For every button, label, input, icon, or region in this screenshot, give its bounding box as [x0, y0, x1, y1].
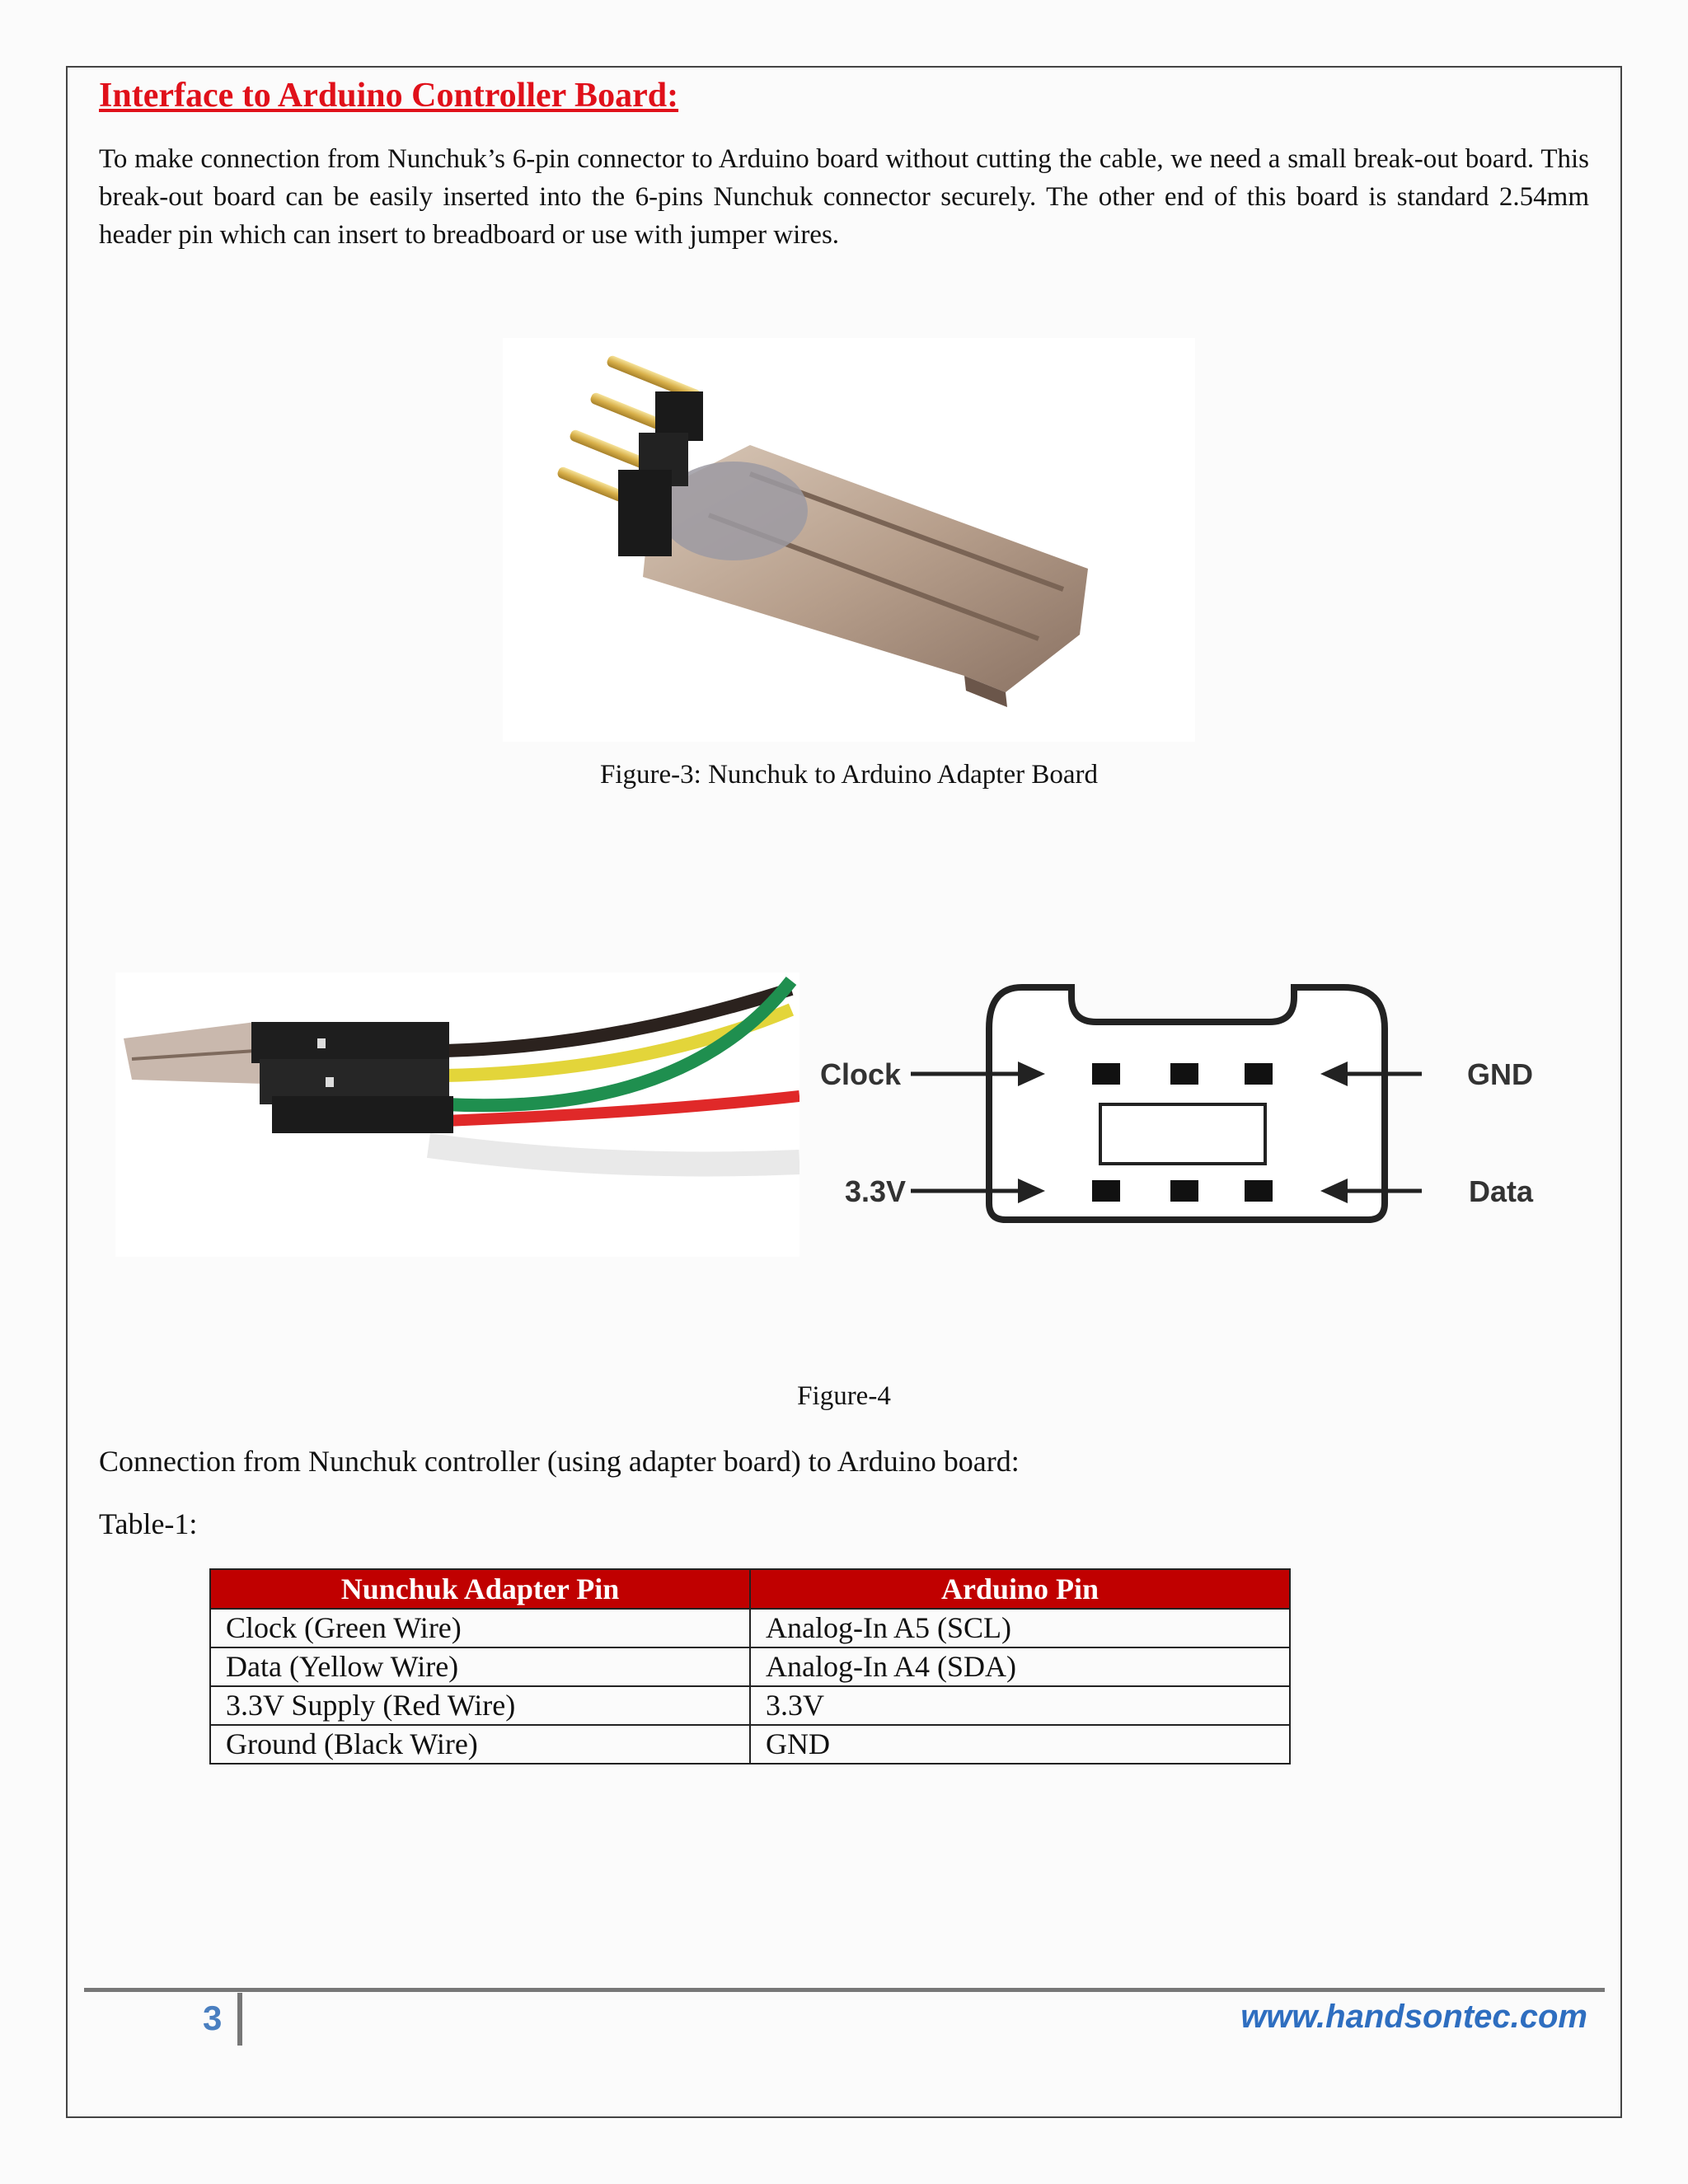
- table-row: [210, 1647, 1290, 1686]
- table-header-cell: Nunchuk Adapter Pin: [210, 1569, 750, 1609]
- footer-rule: [84, 1988, 1605, 1992]
- page-number: 3: [203, 1999, 223, 2037]
- table-cell: Analog-In A5 (SCL): [750, 1609, 1290, 1647]
- table-header-cell: Arduino Pin: [750, 1569, 1290, 1609]
- label-gnd: GND: [1467, 1057, 1533, 1091]
- figure4-caption: Figure-4: [797, 1381, 891, 1411]
- figure3-caption: Figure-3: Nunchuk to Arduino Adapter Board: [600, 760, 1098, 790]
- table-cell: GND: [750, 1725, 1290, 1764]
- pin-3v3: [1092, 1180, 1120, 1202]
- label-clock: Clock: [820, 1057, 902, 1091]
- table-header-row: [210, 1569, 1290, 1609]
- website-link[interactable]: www.handsontec.com: [1240, 1999, 1587, 2035]
- label-data: Data: [1469, 1174, 1534, 1208]
- connector-center-slot: [1100, 1104, 1265, 1164]
- table-row: [210, 1686, 1290, 1725]
- adapter-wires-photo: [115, 972, 799, 1257]
- nunchuk-pinout-diagram: [808, 964, 1558, 1249]
- table-cell: Data (Yellow Wire): [210, 1647, 750, 1686]
- table-cell: 3.3V: [750, 1686, 1290, 1725]
- table-cell: Ground (Black Wire): [210, 1725, 750, 1764]
- section-heading: Interface to Arduino Controller Board:: [99, 77, 679, 115]
- adapter-board-photo: [503, 338, 1195, 742]
- intro-paragraph: To make connection from Nunchuk’s 6-pin connector to Arduino board without cutting the cable, we need a small break-out board. This break-out board can be easily inserted into the 6-pins Nunchuk connector securely. The other end of this board is standard 2.54mm header pin which can insert to breadboard or use with jumper wires.: [99, 144, 1589, 250]
- pin-mapping-table: [209, 1568, 1291, 1765]
- label-3v3: 3.3V: [845, 1174, 907, 1208]
- table-cell: 3.3V Supply (Red Wire): [210, 1686, 750, 1725]
- table-cell: Analog-In A4 (SDA): [750, 1647, 1290, 1686]
- table-label: Table-1:: [99, 1507, 198, 1540]
- pin-bottom-middle: [1170, 1180, 1198, 1202]
- table-row: [210, 1725, 1290, 1764]
- pin-top-middle: [1170, 1063, 1198, 1085]
- connection-paragraph: Connection from Nunchuk controller (using adapter board) to Arduino board:: [99, 1445, 1020, 1478]
- pin-clock: [1092, 1063, 1120, 1085]
- table-row: [210, 1609, 1290, 1647]
- pin-gnd: [1245, 1063, 1273, 1085]
- pin-data: [1245, 1180, 1273, 1202]
- page-number-divider: [237, 1993, 242, 2046]
- table-cell: Clock (Green Wire): [210, 1609, 750, 1647]
